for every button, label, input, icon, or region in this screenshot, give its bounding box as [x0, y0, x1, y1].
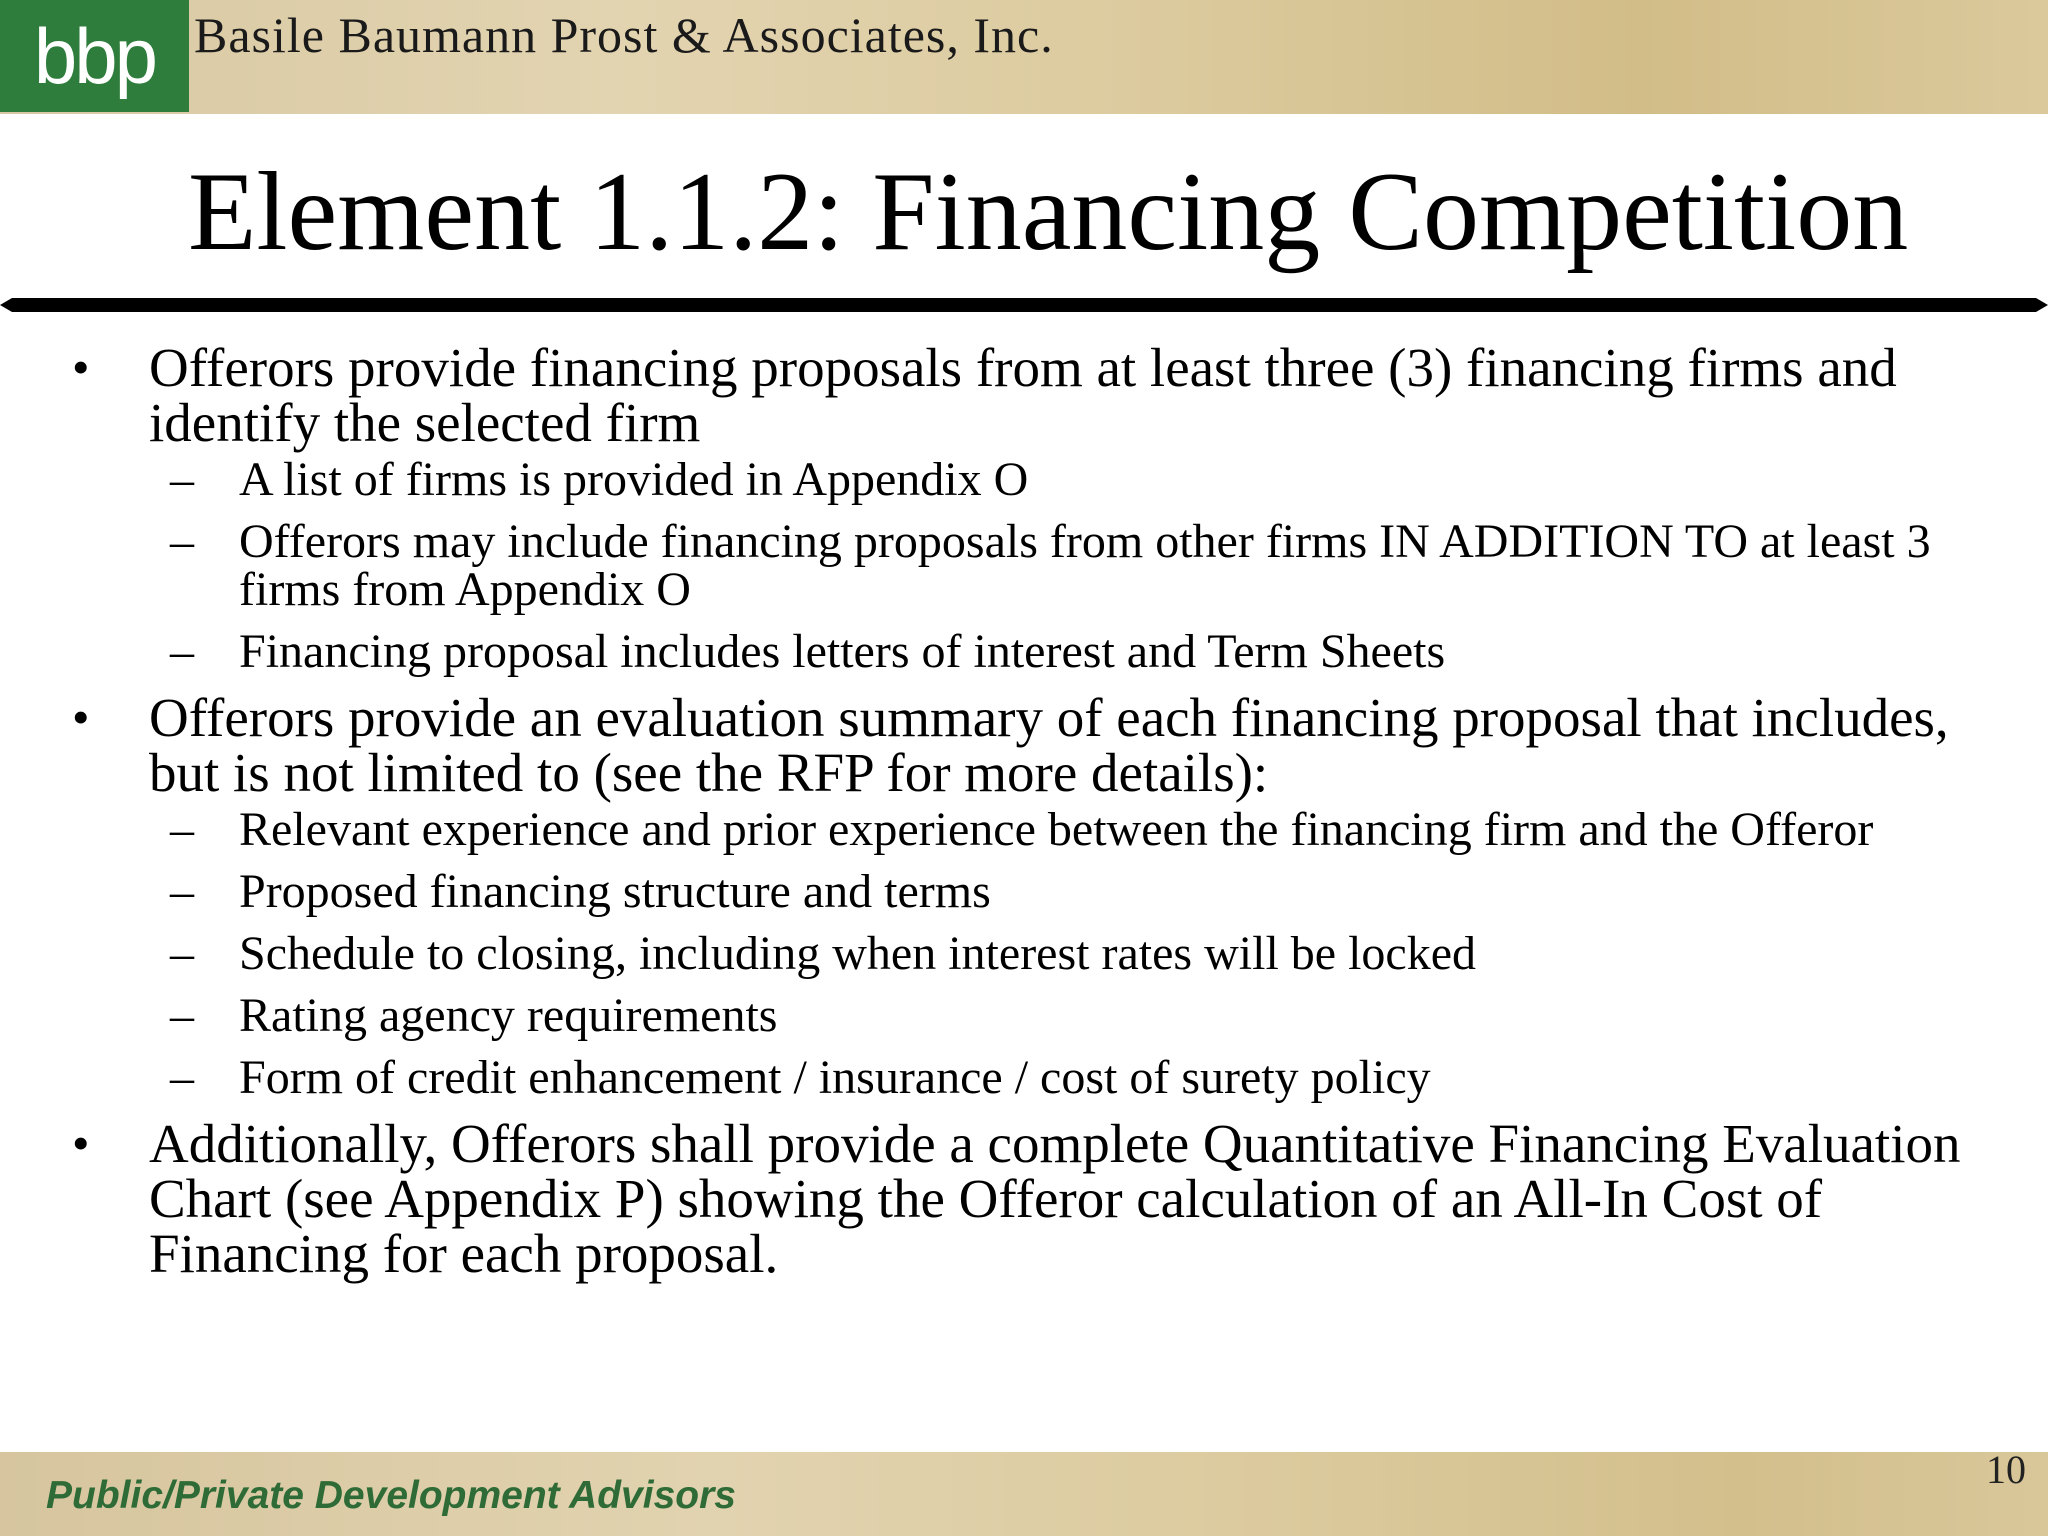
dash-glyph: –: [170, 927, 194, 980]
bullet-item: [0, 687, 2048, 803]
sub-bullet-text: Offerors may include financing proposals from other firms IN ADDITION TO at least 3 firms from Appendix O: [239, 515, 1931, 616]
bullet-list: [0, 337, 2048, 1287]
sub-bullet-item: [0, 803, 2048, 856]
sub-bullet-text: Form of credit enhancement / insurance / cost of surety policy: [239, 1051, 1431, 1104]
sub-bullet-text: Rating agency requirements: [239, 989, 778, 1042]
bullet-text: Additionally, Offerors shall provide a complete Quantitative Financing Evaluation Chart (see Appendix P) showing the Offeror calculation of an All-In Cost of Financing for each proposal.: [149, 1113, 1961, 1284]
sub-bullet-item: [0, 989, 2048, 1042]
bullet-text: Offerors provide financing proposals from at least three (3) financing firms and identify the selected firm: [149, 337, 1897, 453]
sub-bullet-item: [0, 515, 2048, 616]
dash-glyph: –: [170, 515, 194, 568]
title-divider: [0, 298, 2048, 312]
bullet-glyph: •: [72, 1115, 90, 1171]
sub-bullet-text: Schedule to closing, including when interest rates will be locked: [239, 927, 1477, 980]
sub-bullet-text: A list of firms is provided in Appendix O: [239, 453, 1029, 506]
dash-glyph: –: [170, 989, 194, 1042]
page-number: 10: [1986, 1447, 2026, 1492]
sub-bullet-text: Financing proposal includes letters of interest and Term Sheets: [239, 625, 1446, 678]
dash-glyph: –: [170, 803, 194, 856]
company-name: Basile Baumann Prost & Associates, Inc.: [194, 7, 1054, 63]
sub-bullet-item: [0, 1051, 2048, 1104]
sub-bullet-text: Proposed financing structure and terms: [239, 865, 991, 918]
bullet-item: [0, 1113, 2048, 1284]
sub-bullet-item: [0, 865, 2048, 918]
sub-bullet-item: [0, 927, 2048, 980]
bullet-glyph: •: [72, 689, 90, 745]
bullet-item: [0, 337, 2048, 453]
sub-bullet-item: [0, 453, 2048, 506]
dash-glyph: –: [170, 865, 194, 918]
dash-glyph: –: [170, 1051, 194, 1104]
sub-bullet-text: Relevant experience and prior experience between the financing firm and the Offeror: [239, 803, 1874, 856]
footer-tagline: Public/Private Development Advisors: [46, 1474, 736, 1517]
company-logo: bbp: [0, 0, 189, 112]
sub-bullet-item: [0, 625, 2048, 678]
bullet-text: Offerors provide an evaluation summary of each financing proposal that includes, but is not limited to (see the RFP for more details):: [149, 687, 1949, 803]
dash-glyph: –: [170, 625, 194, 678]
slide-title: Element 1.1.2: Financing Competition: [188, 150, 1909, 274]
bullet-glyph: •: [72, 339, 90, 395]
dash-glyph: –: [170, 453, 194, 506]
